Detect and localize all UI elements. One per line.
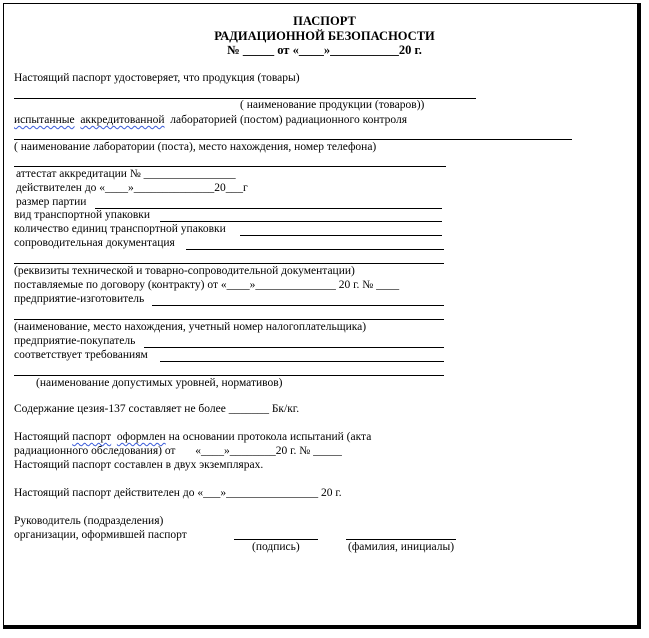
signature-caption: (подпись) [252, 541, 300, 553]
complies-with-line [160, 361, 444, 362]
basis-start: Настоящий [14, 431, 70, 443]
batch-size-label: размер партии [16, 196, 87, 208]
lab-caption: ( наименование лаборатории (поста), место нахождения, номер телефона) [14, 141, 377, 153]
valid-until-field: действителен до «____»______________20___г [16, 182, 248, 194]
head-line-1: Руководитель (подразделения) [14, 515, 164, 527]
accompanying-docs-line-2 [14, 263, 444, 264]
packaging-label: вид транспортной упаковки [14, 209, 150, 221]
tested-word: испытанные [14, 114, 75, 126]
head-line-2: организации, оформившей паспорт [14, 529, 187, 541]
basis-passport-word: паспорт [72, 431, 112, 443]
manufacturer-caption: (наименование, место нахождения, учетный номер налогоплательщика) [14, 321, 367, 333]
certificate-field: аттестат аккредитации № ________________ [16, 168, 236, 180]
name-line [346, 539, 456, 540]
product-caption: ( наименование продукции (товаров)) [240, 99, 425, 111]
name-caption: (фамилия, инициалы) [348, 541, 455, 553]
accredited-word: аккредитованной [80, 114, 165, 126]
units-count-line [240, 235, 442, 236]
buyer-line [144, 347, 444, 348]
complies-with-line-2 [14, 375, 444, 376]
title-number-date: № _____ от «____»___________20 г. [227, 43, 422, 57]
manufacturer-line-2 [14, 319, 444, 320]
basis-line-2-start: радиационного обследования) от [14, 445, 176, 457]
contract-field: поставляемые по договору (контракту) от «____»______________ 20 г. № ____ [14, 279, 400, 291]
basis-rest: на основании протокола испытаний (акта [168, 431, 372, 443]
lab-rest: лабораторией (постом) радиационного контроля [170, 114, 408, 126]
signature-line [234, 539, 318, 540]
lab-blank-line-2 [14, 166, 446, 167]
packaging-line [160, 221, 442, 222]
cesium-statement: Содержание цезия-137 составляет не более _______ Бк/кг. [14, 403, 300, 415]
two-copies-statement: Настоящий паспорт составлен в двух экземплярах. [14, 459, 264, 471]
complies-with-label: соответствует требованиям [14, 349, 148, 361]
manufacturer-label: предприятие-изготовитель [14, 293, 145, 305]
title-line-2: РАДИАЦИОННОЙ БЕЗОПАСНОСТИ [214, 29, 435, 43]
units-count-label: количество единиц транспортной упаковки [14, 223, 226, 235]
accompanying-docs-label: сопроводительная документация [14, 237, 175, 249]
intro-text: Настоящий паспорт удостоверяет, что продукция (товары) [14, 72, 300, 84]
lab-line [14, 114, 407, 127]
title-line-1: ПАСПОРТ [293, 14, 356, 28]
lab-blank-line [14, 139, 572, 140]
basis-line-2 [14, 445, 342, 458]
manufacturer-line [152, 305, 444, 306]
basis-line-2-date: «____»________20 г. № _____ [195, 445, 342, 457]
accompanying-docs-line [186, 249, 444, 250]
validity-statement: Настоящий паспорт действителен до «___»________________ 20 г. [14, 487, 342, 499]
basis-line-1 [14, 431, 371, 444]
levels-caption: (наименование допустимых уровней, нормативов) [36, 377, 283, 389]
basis-issued-word: оформлен [116, 431, 166, 443]
docs-caption: (реквизиты технической и товарно-сопроводительной документации) [14, 265, 355, 277]
buyer-label: предприятие-покупатель [14, 335, 136, 347]
